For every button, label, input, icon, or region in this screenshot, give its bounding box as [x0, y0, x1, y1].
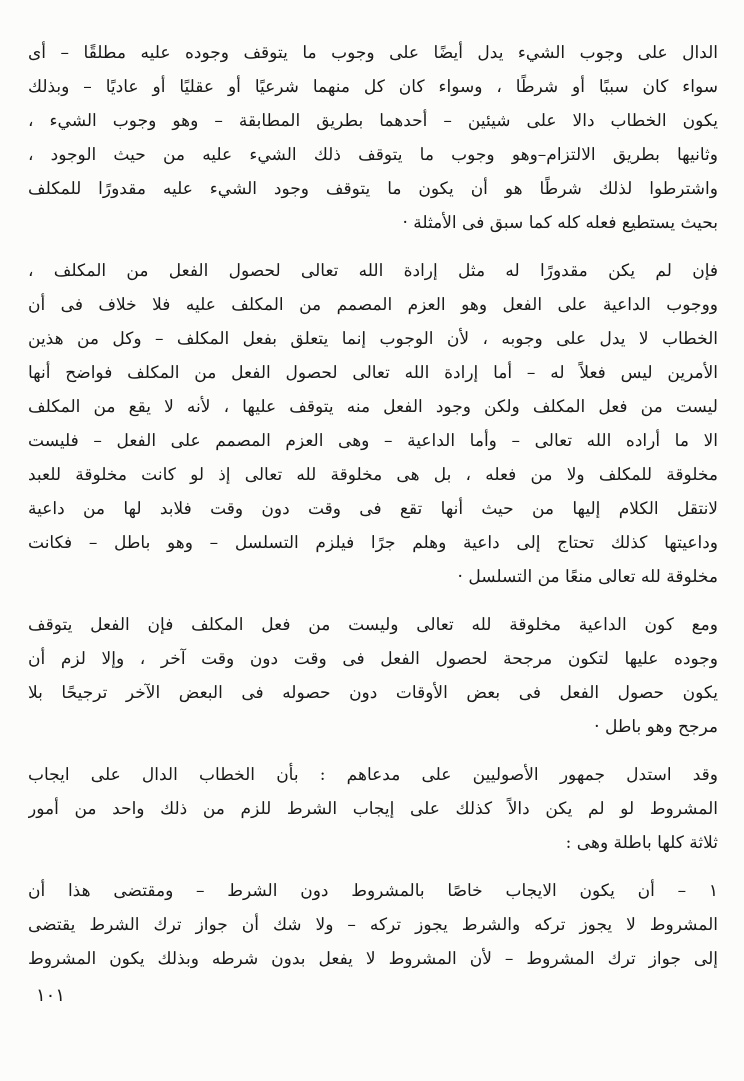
text-line: وجوده عليها لتكون مرجحة لحصول الفعل فى وقت دون وقت آخر ، وإلا لزم أن [28, 649, 718, 669]
paragraph-5 [28, 874, 718, 976]
text-line: مخلوقة للمكلف ولا من فعله ، بل هى مخلوقة لله تعالى إذ لو كانت مخلوقة للعبد [28, 465, 718, 485]
text-line: سواء كان سببًا أو شرطًا ، وسواء كان كل منهما شرعيًا أو عقليًا أو عاديًا – وبذلك [28, 77, 718, 97]
paragraph-1 [28, 36, 718, 240]
text-line: ووجوب الداعية على الفعل وهو العزم المصمم من المكلف عليه فلا خلاف فى أن [28, 295, 718, 315]
text-line: ومع كون الداعية مخلوقة لله تعالى وليست من فعل المكلف فإن الفعل يتوقف [28, 615, 718, 635]
text-line: يكون الخطاب دالا على شيئين – أحدهما بطريق المطابقة – وهو وجوب الشيء ، [28, 111, 718, 131]
text-line: الخطاب لا يدل على وجوبه ، لأن الوجوب إنما يتعلق بفعل المكلف – وكل من هذين [28, 329, 718, 349]
text-line: بحيث يستطيع فعله كله كما سبق فى الأمثلة · [402, 213, 718, 233]
text-line: إلى جواز ترك المشروط – لأن المشروط لا يفعل بدون شرطه وبذلك يكون المشروط [28, 949, 718, 969]
paragraph-2 [28, 254, 718, 594]
paragraph-4 [28, 758, 718, 860]
text-line: وثانيها بطريق الالتزام–وهو وجوب ما يتوقف ذلك الشيء عليه من حيث الوجود ، [28, 145, 718, 165]
text-line: المشروط لا يجوز تركه والشرط يجوز تركه – ولا شك أن جواز ترك الشرط يقتضى [28, 915, 718, 935]
text-line: المشروط لو لم يكن دالاً كذلك على إيجاب الشرط للزم من ذلك واحد من أمور [28, 799, 718, 819]
text-line: ١ – أن يكون الايجاب خاصًا بالمشروط دون الشرط – ومقتضى هذا أن [28, 881, 718, 901]
text-line: مخلوقة لله تعالى منعًا من التسلسل · [457, 567, 718, 587]
text-line: ليست من فعل المكلف ولكن وجود الفعل منه يتوقف عليها ، لأنه لا يقع من المكلف [28, 397, 718, 417]
text-line: يكون حصول الفعل فى بعض الأوقات دون حصوله فى البعض الآخر ترجيحًا بلا [28, 683, 718, 703]
text-line: الا ما أراده الله تعالى – وأما الداعية – وهى العزم المصمم على الفعل – فليست [28, 431, 718, 451]
page-body [28, 36, 718, 976]
text-line: مرجح وهو باطل · [594, 717, 718, 737]
text-line: ثلاثة كلها باطلة وهى : [565, 833, 718, 853]
paragraph-3 [28, 608, 718, 744]
text-line: الدال على وجوب الشيء يدل أيضًا على وجوب ما يتوقف وجوده عليه مطلقًا – أى [28, 43, 718, 63]
text-line: وداعيتها كذلك تحتاج إلى داعية وهلم جرًا فيلزم التسلسل – وهو باطل – فكانت [28, 533, 718, 553]
text-line: فإن لم يكن مقدورًا له مثل إرادة الله تعالى لحصول الفعل من المكلف ، [28, 261, 718, 281]
text-line: وقد استدل جمهور الأصوليين على مدعاهم : بأن الخطاب الدال على ايجاب [28, 765, 718, 785]
page-number: ١٠١ [36, 985, 66, 1006]
text-line: لانتقل الكلام إليها من حيث أنها تقع فى وقت دون وقت فلابد لها من داعية [28, 499, 718, 519]
text-line: واشترطوا لذلك شرطًا هو أن يكون ما يتوقف وجود الشيء عليه مقدورًا للمكلف [28, 179, 718, 199]
text-line: الأمرين ليس فعلاً له – أما إرادة الله تعالى لحصول الفعل من المكلف فواضح أنها [28, 363, 718, 383]
